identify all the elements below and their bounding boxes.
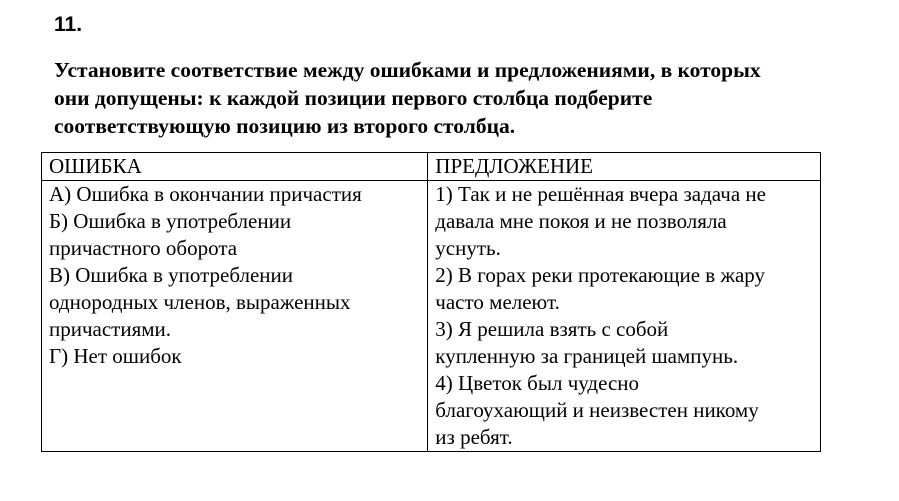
error-item-v-cont: однородных членов, выраженных bbox=[49, 290, 351, 314]
sentence-item-4: 4) Цветок был чудесно bbox=[435, 371, 640, 395]
header-sentence: ПРЕДЛОЖЕНИЕ bbox=[428, 153, 821, 181]
task-instruction bbox=[54, 56, 854, 140]
matching-table bbox=[41, 152, 821, 452]
error-item-a: А) Ошибка в окончании причастия bbox=[49, 182, 362, 206]
sentence-item-2-cont: часто мелеют. bbox=[435, 290, 560, 314]
instruction-line: они допущены: к каждой позиции первого столбца подберите bbox=[54, 86, 653, 110]
sentence-item-4-cont: благоухающий и неизвестен никому bbox=[435, 398, 759, 422]
sentence-item-1-cont: давала мне покоя и не позволяла bbox=[435, 209, 727, 233]
instruction-line: Установите соответствие между ошибками и предложениями, в которых bbox=[54, 58, 761, 82]
error-item-v: В) Ошибка в употреблении bbox=[49, 263, 294, 287]
sentence-item-1-cont: уснуть. bbox=[435, 236, 501, 260]
instruction-line: соответствующую позицию из второго столбца. bbox=[54, 114, 516, 138]
header-error: ОШИБКА bbox=[42, 153, 428, 181]
errors-cell bbox=[42, 181, 428, 452]
table-row bbox=[42, 181, 821, 452]
sentence-item-3: 3) Я решила взять с собой bbox=[435, 317, 669, 341]
sentence-item-4-cont: из ребят. bbox=[435, 425, 513, 449]
sentence-item-3-cont: купленную за границей шампунь. bbox=[435, 344, 739, 368]
table-header-row bbox=[42, 153, 821, 181]
sentence-item-2: 2) В горах реки протекающие в жару bbox=[435, 263, 766, 287]
error-item-g: Г) Нет ошибок bbox=[49, 344, 182, 368]
sentence-item-1: 1) Так и не решённая вчера задача не bbox=[435, 182, 766, 206]
task-number: 11. bbox=[54, 13, 83, 36]
error-item-b-cont: причастного оборота bbox=[49, 236, 238, 260]
sentences-cell bbox=[428, 181, 821, 452]
error-item-v-cont: причастиями. bbox=[49, 317, 172, 341]
error-item-b: Б) Ошибка в употреблении bbox=[49, 209, 292, 233]
